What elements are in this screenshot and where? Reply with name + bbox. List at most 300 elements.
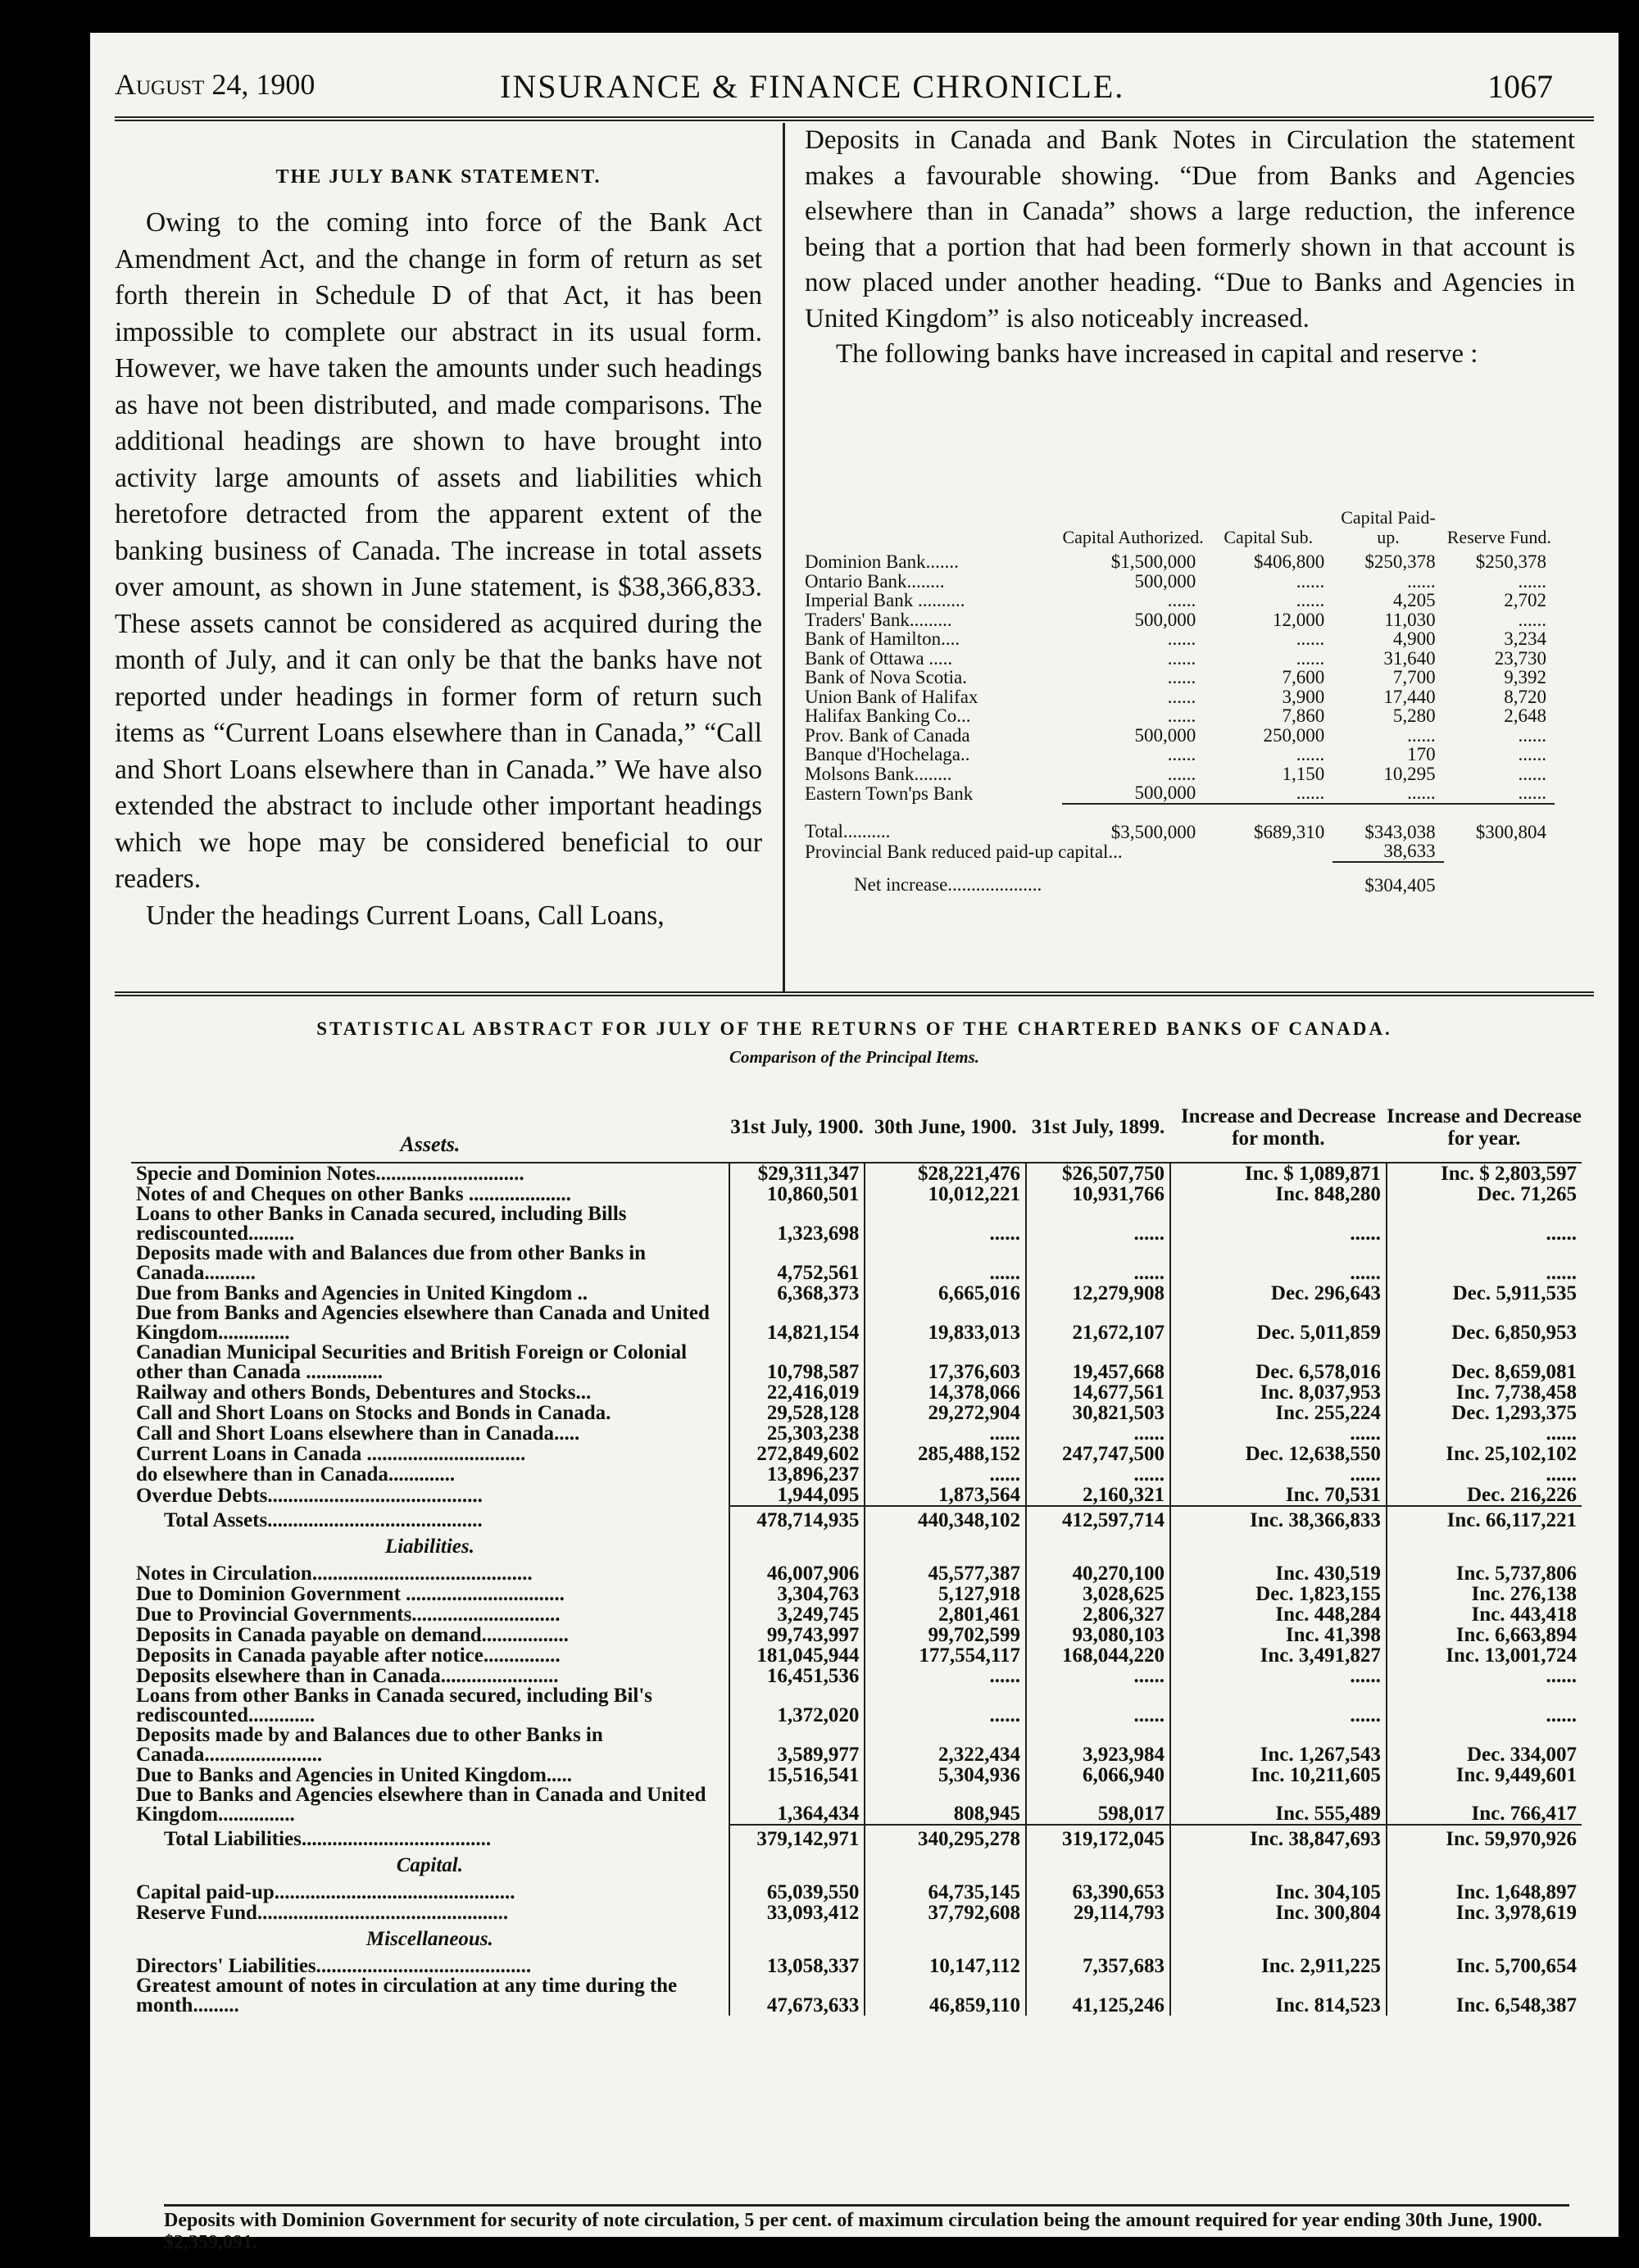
row-label: do elsewhere than in Canada............. xyxy=(136,1463,456,1486)
col-header: 31st July, 1899. xyxy=(1026,1092,1170,1163)
cell-value: Inc. 3,978,619 xyxy=(1387,1903,1582,1923)
cell-value: ...... xyxy=(1518,724,1546,746)
row-label: Due to Dominion Government ............................... xyxy=(136,1583,565,1605)
cell-value: Inc. 6,548,387 xyxy=(1387,1976,1582,2016)
statistical-abstract-table xyxy=(131,1092,1582,2016)
cell-value: Inc. 814,523 xyxy=(1170,1976,1387,2016)
cell-value: ...... xyxy=(1170,1666,1387,1686)
table-row xyxy=(131,1903,1582,1923)
cell-value: Dec. 6,578,016 xyxy=(1170,1343,1387,1382)
cell-value: 247,747,500 xyxy=(1026,1444,1170,1464)
cell-value: 64,735,145 xyxy=(865,1882,1026,1903)
cell-value: 3,589,977 xyxy=(729,1726,865,1765)
empty-cell xyxy=(1026,1923,1170,1956)
cell-value: ...... xyxy=(1026,1666,1170,1686)
cell-value: 7,700 xyxy=(1392,667,1436,688)
cell-value: $300,804 xyxy=(1444,804,1555,842)
empty-cell xyxy=(865,1531,1026,1563)
col-header: 31st July, 1900. xyxy=(729,1092,865,1163)
empty-cell xyxy=(1026,1531,1170,1563)
cell-value: Inc. 3,491,827 xyxy=(1170,1645,1387,1666)
cell-value: ...... xyxy=(1407,724,1436,746)
bank-name: Halifax Banking Co... xyxy=(805,705,971,727)
cell-value: 7,860 xyxy=(1282,705,1325,727)
cell-value: Inc. $ 1,089,871 xyxy=(1170,1163,1387,1184)
cell-value: $26,507,750 xyxy=(1026,1163,1170,1184)
cell-value: Dec. 71,265 xyxy=(1387,1184,1582,1204)
cell-value: Inc. 6,663,894 xyxy=(1387,1625,1582,1645)
table-row xyxy=(805,687,1555,707)
cell-value: 45,577,387 xyxy=(865,1563,1026,1584)
empty-cell xyxy=(1444,862,1555,896)
cell-value: 500,000 xyxy=(1134,570,1196,592)
cell-value: 99,702,599 xyxy=(865,1625,1026,1645)
empty-cell xyxy=(1170,1531,1387,1563)
cell-value: ...... xyxy=(1167,705,1196,727)
table-row xyxy=(131,1584,1582,1604)
cell-value: ...... xyxy=(1387,1686,1582,1726)
cell-value: Inc. 255,224 xyxy=(1170,1403,1387,1423)
cell-value: 319,172,045 xyxy=(1026,1825,1170,1849)
cell-value: 4,205 xyxy=(1392,590,1436,611)
cell-value: ...... xyxy=(1296,628,1325,650)
abstract-subtitle: Comparison of the Principal Items. xyxy=(729,1047,980,1067)
bank-name: Bank of Hamilton.... xyxy=(805,628,960,650)
cell-value: 46,859,110 xyxy=(865,1976,1026,2016)
row-label: Call and Short Loans elsewhere than in Canada..... xyxy=(136,1422,580,1445)
cell-value: 440,348,102 xyxy=(865,1506,1026,1531)
cell-value: 12,279,908 xyxy=(1026,1283,1170,1304)
empty-cell xyxy=(1387,1923,1582,1956)
empty-cell xyxy=(729,1923,865,1956)
cell-value: 181,045,944 xyxy=(729,1645,865,1666)
cell-value: Dec. 6,850,953 xyxy=(1387,1304,1582,1343)
table-row xyxy=(805,841,1555,862)
cell-value: ...... xyxy=(1407,782,1436,804)
article-paragraph: Deposits in Canada and Bank Notes in Circulation the statement makes a favourable showing. “Due from Banks and Agencies elsewhere than in Canada” shows a large reduction, the inference being that a portion that had been formerly shown in that account is now placed under another heading. “Due to Banks and Agencies in United Kingdom” is also noticeably increased. xyxy=(805,125,1575,333)
cell-value: 65,039,550 xyxy=(729,1882,865,1903)
cell-value: 17,376,603 xyxy=(865,1343,1026,1382)
cell-value: 99,743,997 xyxy=(729,1625,865,1645)
table-row xyxy=(805,572,1555,592)
table-row xyxy=(805,668,1555,687)
cell-value: Inc. 443,418 xyxy=(1387,1604,1582,1625)
cell-value: 6,066,940 xyxy=(1026,1765,1170,1785)
table-row xyxy=(805,610,1555,630)
empty-cell xyxy=(1387,1531,1582,1563)
cell-value: ...... xyxy=(1518,570,1546,592)
cell-value: ...... xyxy=(1026,1464,1170,1485)
cell-value: 11,030 xyxy=(1384,609,1436,630)
cell-value: 13,896,237 xyxy=(729,1464,865,1485)
cell-value: ...... xyxy=(1167,744,1196,765)
bank-name: Prov. Bank of Canada xyxy=(805,724,970,746)
cell-value: Inc. 10,211,605 xyxy=(1170,1765,1387,1785)
table-row xyxy=(131,1882,1582,1903)
cell-value: 478,714,935 xyxy=(729,1506,865,1531)
bank-name: Banque d'Hochelaga.. xyxy=(805,744,970,765)
cell-value: 46,007,906 xyxy=(729,1563,865,1584)
cell-value: 3,900 xyxy=(1282,686,1325,707)
cell-value: 7,600 xyxy=(1282,667,1325,688)
cell-value: $406,800 xyxy=(1254,551,1325,573)
cell-value: Inc. 9,449,601 xyxy=(1387,1765,1582,1785)
cell-value: 3,249,745 xyxy=(729,1604,865,1625)
cell-value: Inc. 5,737,806 xyxy=(1387,1563,1582,1584)
cell-value: 29,114,793 xyxy=(1026,1903,1170,1923)
cell-value: ...... xyxy=(1296,590,1325,611)
cell-value: ...... xyxy=(1296,744,1325,765)
cell-value: 38,633 xyxy=(1383,841,1436,862)
row-label: Due from Banks and Agencies in United Kingdom .. xyxy=(136,1282,588,1304)
cell-value: 22,416,019 xyxy=(729,1382,865,1403)
cell-value: ...... xyxy=(1387,1423,1582,1444)
cell-value: Inc. 304,105 xyxy=(1170,1882,1387,1903)
cell-value: Inc. 25,102,102 xyxy=(1387,1444,1582,1464)
cell-value: ...... xyxy=(1170,1244,1387,1283)
cell-value: Dec. 5,011,859 xyxy=(1170,1304,1387,1343)
cell-value: 41,125,246 xyxy=(1026,1976,1170,2016)
cell-value: ...... xyxy=(1387,1244,1582,1283)
row-label: Canadian Municipal Securities and British Foreign or Colonial other than Canada ............... xyxy=(136,1341,688,1383)
cell-value: ...... xyxy=(1167,590,1196,611)
table-row xyxy=(131,1976,1582,2016)
cell-value: 4,752,561 xyxy=(729,1244,865,1283)
cell-value: $3,500,000 xyxy=(1062,804,1204,842)
table-row xyxy=(131,1825,1582,1849)
footnote: Deposits with Dominion Government for security of note circulation, 5 per cent. of maximum circulation being the amount required for year ending 30th June, 1900. $2,359,091. xyxy=(164,2204,1569,2254)
row-label: Directors' Liabilities.......................................... xyxy=(136,1955,532,1977)
cell-value: 5,280 xyxy=(1392,705,1436,727)
article-left-column xyxy=(115,135,762,934)
cell-value: $343,038 xyxy=(1333,804,1443,842)
cell-value: ...... xyxy=(1296,782,1325,804)
row-label: Due to Banks and Agencies elsewhere than in Canada and United Kingdom............... xyxy=(136,1784,706,1826)
cell-value: 2,801,461 xyxy=(865,1604,1026,1625)
bank-name: Ontario Bank........ xyxy=(805,570,945,592)
cell-value: 1,372,020 xyxy=(729,1686,865,1726)
row-label: Due to Provincial Governments............................. xyxy=(136,1603,561,1626)
cell-value: 6,368,373 xyxy=(729,1283,865,1304)
empty-cell xyxy=(729,1849,865,1882)
cell-value: 3,234 xyxy=(1504,628,1546,650)
cell-value: 14,821,154 xyxy=(729,1304,865,1343)
table-row xyxy=(131,1444,1582,1464)
table-row xyxy=(131,1343,1582,1382)
empty-cell xyxy=(729,1531,865,1563)
cell-value: 2,806,327 xyxy=(1026,1604,1170,1625)
section-rule xyxy=(115,991,1594,996)
bank-name: Union Bank of Halifax xyxy=(805,686,978,707)
cell-value: 3,923,984 xyxy=(1026,1726,1170,1765)
table-row xyxy=(805,629,1555,649)
col-header-assets: Assets. xyxy=(131,1092,729,1163)
cell-value: Inc. 1,267,543 xyxy=(1170,1726,1387,1765)
table-row xyxy=(805,552,1555,572)
table-row xyxy=(131,1686,1582,1726)
col-header: Increase and Decrease for year. xyxy=(1387,1092,1582,1163)
cell-value: ...... xyxy=(1170,1423,1387,1444)
capital-increase-table xyxy=(805,508,1555,895)
cell-value: ...... xyxy=(1170,1204,1387,1244)
table-row xyxy=(131,1283,1582,1304)
cell-value: 9,392 xyxy=(1504,667,1546,688)
row-label: Due to Banks and Agencies in United Kingdom..... xyxy=(136,1764,573,1786)
cell-value: 2,702 xyxy=(1504,590,1546,611)
table-row xyxy=(131,1423,1582,1444)
row-label: Greatest amount of notes in circulation at any time during the month......... xyxy=(136,1975,678,2016)
cell-value: 21,672,107 xyxy=(1026,1304,1170,1343)
table-row xyxy=(805,783,1555,804)
table-row xyxy=(131,1765,1582,1785)
cell-value: 5,127,918 xyxy=(865,1584,1026,1604)
cell-value: ...... xyxy=(865,1423,1026,1444)
cell-value: ...... xyxy=(865,1464,1026,1485)
row-label: Reserve Fund................................................. xyxy=(136,1902,509,1924)
table-row xyxy=(131,1604,1582,1625)
cell-value: $28,221,476 xyxy=(865,1163,1026,1184)
cell-value: 10,295 xyxy=(1383,763,1436,784)
cell-value: Inc. 300,804 xyxy=(1170,1903,1387,1923)
cell-value: ...... xyxy=(1296,570,1325,592)
cell-value: 25,303,238 xyxy=(729,1423,865,1444)
article-paragraph: Owing to the coming into force of the Bank Act Amendment Act, and the change in form of return as set forth therein in Schedule D of that Act, it has been impossible to complete our abstract in its usual form. However, we have taken the amounts under such headings as have not been distributed, and made comparisons. The additional headings are shown to have brought into activity large amounts of assets and liabilities which heretofore detracted from the apparent extent of the banking business of Canada. The increase in total assets over amount, as shown in June statement, is $38,366,833. These assets cannot be considered as acquired during the month of July, and it can only be that the banks have not reported under headings in former form of return such items as “Current Loans elsewhere than in Canada,” “Call and Short Loans elsewhere than in Canada.” We have also extended the abstract to include other important headings which we hope may be considered beneficial to our readers. xyxy=(115,207,762,894)
bank-name: Eastern Town'ps Bank xyxy=(805,782,974,804)
cell-value: ...... xyxy=(865,1666,1026,1686)
row-label: Deposits in Canada payable after notice............... xyxy=(136,1644,561,1667)
cell-value: 31,640 xyxy=(1383,647,1436,669)
cell-value: 272,849,602 xyxy=(729,1444,865,1464)
table-row xyxy=(131,1485,1582,1506)
cell-value: ...... xyxy=(1167,667,1196,688)
cell-value: 2,322,434 xyxy=(865,1726,1026,1765)
cell-value: 8,720 xyxy=(1504,686,1546,707)
cell-value: 10,798,587 xyxy=(729,1343,865,1382)
cell-value: ...... xyxy=(1170,1464,1387,1485)
cell-value: 412,597,714 xyxy=(1026,1506,1170,1531)
cell-value: ...... xyxy=(1387,1204,1582,1244)
cell-value: 13,058,337 xyxy=(729,1956,865,1976)
bank-name: Molsons Bank........ xyxy=(805,763,952,784)
table-row xyxy=(131,1204,1582,1244)
cell-value: 500,000 xyxy=(1134,782,1196,804)
cell-value: 7,357,683 xyxy=(1026,1956,1170,1976)
section-heading: Miscellaneous. xyxy=(365,1928,493,1950)
cell-value: ...... xyxy=(1518,744,1546,765)
cell-value: $29,311,347 xyxy=(729,1163,865,1184)
cell-value: Inc. 38,847,693 xyxy=(1170,1825,1387,1849)
row-label: Railway and others Bonds, Debentures and Stocks... xyxy=(136,1381,592,1404)
cell-value: 1,944,095 xyxy=(729,1485,865,1506)
empty-cell xyxy=(865,1923,1026,1956)
cell-value: Dec. 296,643 xyxy=(1170,1283,1387,1304)
cell-value: $304,405 xyxy=(1333,862,1443,896)
cell-value: 12,000 xyxy=(1273,609,1325,630)
table-row xyxy=(131,1563,1582,1584)
table-row xyxy=(131,1304,1582,1343)
section-heading: Capital. xyxy=(396,1854,463,1876)
cell-value: 19,833,013 xyxy=(865,1304,1026,1343)
cell-value: ...... xyxy=(1407,570,1436,592)
newspaper-page xyxy=(90,33,1619,2253)
row-label: Call and Short Loans on Stocks and Bonds in Canada. xyxy=(136,1402,611,1424)
column-divider xyxy=(783,123,785,991)
cell-value: Inc. 70,531 xyxy=(1170,1485,1387,1506)
empty-cell xyxy=(865,1849,1026,1882)
cell-value: ...... xyxy=(1167,763,1196,784)
table-row xyxy=(805,706,1555,726)
table-row xyxy=(131,1382,1582,1403)
empty-cell xyxy=(1387,1849,1582,1882)
cell-value: 14,378,066 xyxy=(865,1382,1026,1403)
publication-title: INSURANCE & FINANCE CHRONICLE. xyxy=(500,68,1125,105)
cell-value: 10,012,221 xyxy=(865,1184,1026,1204)
cell-value: ...... xyxy=(865,1686,1026,1726)
table-row xyxy=(805,726,1555,746)
header-rule xyxy=(115,116,1594,121)
bank-name: Bank of Nova Scotia. xyxy=(805,667,968,688)
table-row xyxy=(131,1956,1582,1976)
cell-value: 15,516,541 xyxy=(729,1765,865,1785)
cell-value: 33,093,412 xyxy=(729,1903,865,1923)
cell-value: Inc. 41,398 xyxy=(1170,1625,1387,1645)
cell-value: 10,860,501 xyxy=(729,1184,865,1204)
row-label: Deposits in Canada payable on demand................. xyxy=(136,1624,569,1646)
table-row xyxy=(805,764,1555,784)
cell-value: Inc. 766,417 xyxy=(1387,1785,1582,1825)
cell-value: 16,451,536 xyxy=(729,1666,865,1686)
cell-value: 250,000 xyxy=(1263,724,1325,746)
row-label: Notes in Circulation........................................... xyxy=(136,1563,533,1585)
cell-value: Inc. 66,117,221 xyxy=(1387,1506,1582,1531)
empty-cell xyxy=(1170,1923,1387,1956)
cell-value: 14,677,561 xyxy=(1026,1382,1170,1403)
col-header: Capital Sub. xyxy=(1224,527,1314,547)
cell-value: Inc. 1,648,897 xyxy=(1387,1882,1582,1903)
cell-value: $250,378 xyxy=(1364,551,1436,573)
net-label: Net increase.................... xyxy=(854,874,1042,896)
bank-name: Bank of Ottawa ..... xyxy=(805,647,953,669)
cell-value: 19,457,668 xyxy=(1026,1343,1170,1382)
cell-value: $250,378 xyxy=(1475,551,1546,573)
cell-value: Inc. 38,366,833 xyxy=(1170,1506,1387,1531)
row-label: Current Loans in Canada ............................... xyxy=(136,1443,526,1465)
bank-name: Traders' Bank......... xyxy=(805,609,952,630)
table-row xyxy=(131,1506,1582,1531)
row-label: Loans from other Banks in Canada secured, including Bil's rediscounted............. xyxy=(136,1685,653,1726)
section-heading-row xyxy=(131,1849,1582,1882)
abstract-title: STATISTICAL ABSTRACT FOR JULY OF THE RETURNS OF THE CHARTERED BANKS OF CANADA. xyxy=(316,1018,1392,1039)
cell-value: 285,488,152 xyxy=(865,1444,1026,1464)
empty-cell xyxy=(1026,1849,1170,1882)
bank-name: Imperial Bank .......... xyxy=(805,590,965,611)
cell-value: ...... xyxy=(1170,1686,1387,1726)
row-label: Deposits elsewhere than in Canada....................... xyxy=(136,1665,559,1687)
cell-value: 47,673,633 xyxy=(729,1976,865,2016)
section-heading: Liabilities. xyxy=(384,1535,474,1558)
cell-value: Inc. 13,001,724 xyxy=(1387,1645,1582,1666)
cell-value: Inc. 430,519 xyxy=(1170,1563,1387,1584)
cell-value: 93,080,103 xyxy=(1026,1625,1170,1645)
cell-value: ...... xyxy=(1026,1423,1170,1444)
table-row xyxy=(805,804,1555,842)
row-label: Capital paid-up............................................... xyxy=(136,1881,515,1903)
cell-value: 2,648 xyxy=(1504,705,1546,727)
table-row xyxy=(131,1464,1582,1485)
cell-value: ...... xyxy=(1026,1686,1170,1726)
cell-value: Dec. 216,226 xyxy=(1387,1485,1582,1506)
cell-value: Inc. 7,738,458 xyxy=(1387,1382,1582,1403)
article-paragraph: The following banks have increased in capital and reserve : xyxy=(836,339,1478,369)
cell-value: 168,044,220 xyxy=(1026,1645,1170,1666)
table-row xyxy=(131,1785,1582,1825)
cell-value: 379,142,971 xyxy=(729,1825,865,1849)
cell-value: ...... xyxy=(1026,1204,1170,1244)
cell-value: 3,028,625 xyxy=(1026,1584,1170,1604)
cell-value: 1,364,434 xyxy=(729,1785,865,1825)
cell-value: 4,900 xyxy=(1392,628,1436,650)
row-label: Loans to other Banks in Canada secured, including Bills rediscounted......... xyxy=(136,1203,627,1245)
cell-value: Inc. 276,138 xyxy=(1387,1584,1582,1604)
cell-value: ...... xyxy=(1518,763,1546,784)
table-row xyxy=(805,591,1555,610)
cell-value: Inc. 2,911,225 xyxy=(1170,1956,1387,1976)
cell-value: ...... xyxy=(1167,628,1196,650)
row-label: Total Assets.......................................... xyxy=(164,1509,483,1531)
section-heading-row xyxy=(131,1923,1582,1956)
table-row xyxy=(131,1726,1582,1765)
cell-value: Inc. 555,489 xyxy=(1170,1785,1387,1825)
cell-value: 17,440 xyxy=(1383,686,1436,707)
cell-value: 29,528,128 xyxy=(729,1403,865,1423)
cell-value: Inc. 8,037,953 xyxy=(1170,1382,1387,1403)
page-header xyxy=(90,67,1619,116)
cell-value: Dec. 8,659,081 xyxy=(1387,1343,1582,1382)
empty-cell xyxy=(1444,841,1555,862)
cell-value: ...... xyxy=(1387,1464,1582,1485)
cell-value: Inc. $ 2,803,597 xyxy=(1387,1163,1582,1184)
cell-value: 23,730 xyxy=(1494,647,1546,669)
cell-value: $1,500,000 xyxy=(1110,551,1196,573)
article-paragraph: Under the headings Current Loans, Call Loans, xyxy=(146,900,665,931)
bank-name: Dominion Bank....... xyxy=(805,551,959,573)
col-header: Capital Paid-up. xyxy=(1341,507,1436,547)
cell-value: ...... xyxy=(1167,647,1196,669)
cell-value: Dec. 334,007 xyxy=(1387,1726,1582,1765)
table-row xyxy=(805,745,1555,764)
row-label: Overdue Debts.......................................... xyxy=(136,1485,483,1507)
cell-value: Dec. 12,638,550 xyxy=(1170,1444,1387,1464)
cell-value: 63,390,653 xyxy=(1026,1882,1170,1903)
table-row xyxy=(805,862,1555,896)
cell-value: ...... xyxy=(1518,782,1546,804)
col-header: Reserve Fund. xyxy=(1446,527,1551,547)
cell-value: 177,554,117 xyxy=(865,1645,1026,1666)
table-row xyxy=(131,1184,1582,1204)
cell-value: 1,150 xyxy=(1282,763,1325,784)
cell-value: ...... xyxy=(1387,1666,1582,1686)
article-title: THE JULY BANK STATEMENT. xyxy=(275,166,602,188)
reduced-label: Provincial Bank reduced paid-up capital... xyxy=(805,841,1123,862)
issue-date: August 24, 1900 xyxy=(115,68,316,101)
cell-value: Dec. 1,293,375 xyxy=(1387,1403,1582,1423)
col-header: 30th June, 1900. xyxy=(865,1092,1026,1163)
cell-value: 598,017 xyxy=(1026,1785,1170,1825)
section-heading-row xyxy=(131,1531,1582,1563)
cell-value: ...... xyxy=(1518,609,1546,630)
table-row xyxy=(131,1244,1582,1283)
cell-value: ...... xyxy=(865,1244,1026,1283)
